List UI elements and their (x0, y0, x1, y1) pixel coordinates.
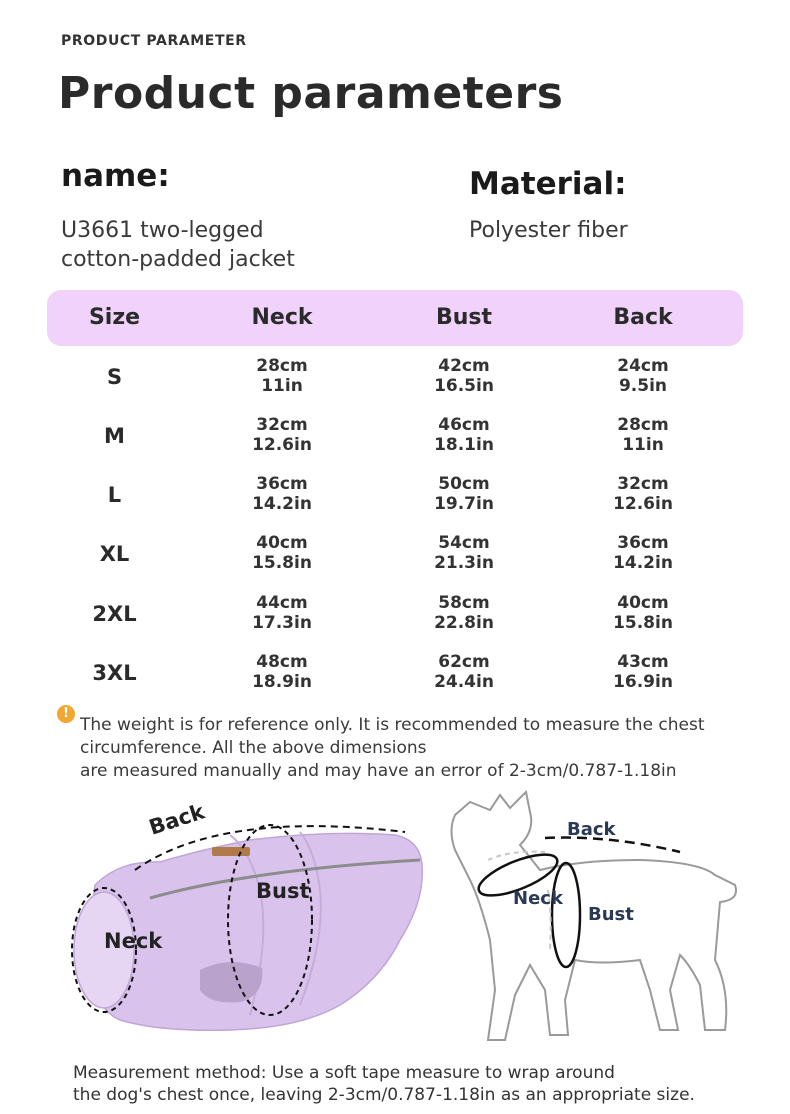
note-line2: circumference. All the above dimensions (80, 738, 427, 758)
name-value (61, 216, 361, 274)
back-cell: 40cm 15.8in (613, 593, 673, 633)
neck-cell: 48cm 18.9in (252, 652, 312, 692)
size-cell: M (104, 424, 125, 448)
table-row (47, 470, 743, 520)
warning-icon: ! (57, 705, 75, 723)
note-line1: The weight is for reference only. It is recommended to measure the chest (80, 715, 705, 735)
bust-cell: 62cm 24.4in (434, 652, 494, 692)
bust-cell: 50cm 19.7in (434, 474, 494, 514)
size-table-header (47, 290, 743, 346)
method-line2: the dog's chest once, leaving 2-3cm/0.787-1.18in as an appropriate size. (73, 1085, 695, 1105)
jacket-back-label: Back (146, 799, 208, 840)
note-line3: are measured manually and may have an error of 2-3cm/0.787-1.18in (80, 761, 677, 781)
size-cell: L (107, 483, 122, 507)
bust-cell: 46cm 18.1in (434, 415, 494, 455)
size-cell: XL (99, 542, 130, 566)
dog-neck-label: Neck (513, 888, 563, 909)
measurement-illustration (0, 790, 790, 1055)
bust-cell: 42cm 16.5in (434, 356, 494, 396)
method-line1: Measurement method: Use a soft tape measure to wrap around (73, 1063, 615, 1083)
section-kicker: PRODUCT PARAMETER (61, 33, 247, 49)
name-label: name: (61, 158, 170, 194)
size-cell: S (106, 365, 123, 389)
table-row (47, 648, 743, 698)
table-row (47, 352, 743, 402)
material-value: Polyester fiber (469, 218, 628, 243)
neck-cell: 32cm 12.6in (252, 415, 312, 455)
dog-bust-label: Bust (588, 904, 634, 925)
jacket-bust-label: Bust (256, 879, 310, 903)
reference-note (80, 714, 760, 783)
back-cell: 28cm 11in (617, 415, 669, 455)
back-cell: 32cm 12.6in (613, 474, 673, 514)
neck-cell: 28cm 11in (256, 356, 308, 396)
jacket-neck-label: Neck (104, 929, 163, 953)
back-cell: 24cm 9.5in (617, 356, 669, 396)
brand-tag (212, 847, 250, 856)
size-cell: 3XL (92, 661, 137, 685)
dog-back-label: Back (567, 819, 616, 840)
jacket-illustration (72, 799, 422, 1030)
bust-cell: 58cm 22.8in (434, 593, 494, 633)
name-value-line1: U3661 two-legged (61, 218, 264, 243)
neck-cell: 36cm 14.2in (252, 474, 312, 514)
measurement-method (73, 1062, 773, 1106)
material-label: Material: (469, 166, 627, 202)
table-row (47, 529, 743, 579)
page-title: Product parameters (58, 68, 564, 119)
dog-illustration (452, 792, 737, 1040)
neck-cell: 40cm 15.8in (252, 533, 312, 573)
table-row (47, 589, 743, 639)
size-cell: 2XL (92, 602, 137, 626)
table-row (47, 411, 743, 461)
back-cell: 36cm 14.2in (613, 533, 673, 573)
header-back: Back (613, 305, 673, 330)
header-neck: Neck (251, 305, 313, 330)
header-bust: Bust (435, 305, 493, 330)
bust-cell: 54cm 21.3in (434, 533, 494, 573)
back-cell: 43cm 16.9in (613, 652, 673, 692)
neck-cell: 44cm 17.3in (252, 593, 312, 633)
header-size: Size (88, 305, 141, 330)
name-value-line2: cotton-padded jacket (61, 247, 295, 272)
